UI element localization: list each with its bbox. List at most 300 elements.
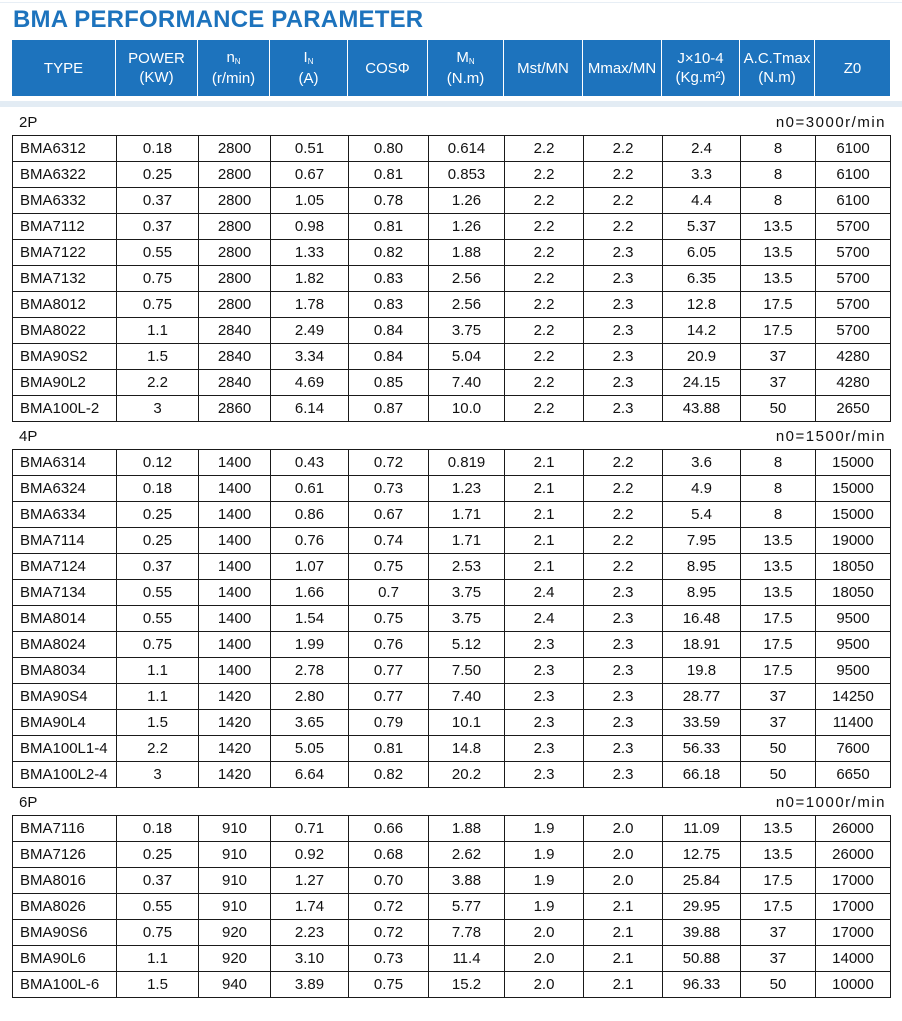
model-type-cell: BMA90L4 [13, 710, 117, 736]
section-label-row [12, 423, 890, 449]
table-cell: 2800 [199, 188, 271, 214]
table-cell: 18.91 [663, 632, 741, 658]
table-cell: 0.68 [349, 842, 429, 868]
table-cell: 0.72 [349, 894, 429, 920]
table-cell: 0.71 [271, 816, 349, 842]
table-cell: 2.3 [584, 762, 663, 788]
table-cell: 2.49 [271, 318, 349, 344]
table-cell: 8.95 [663, 554, 741, 580]
table-cell: 2840 [199, 344, 271, 370]
table-cell: 910 [199, 894, 271, 920]
header-torque [428, 40, 504, 96]
table-cell: 2.56 [429, 292, 505, 318]
table-cell: 0.55 [117, 894, 199, 920]
table-cell: 2.1 [505, 528, 584, 554]
table-cell: 3 [117, 396, 199, 422]
table-cell: 0.80 [349, 136, 429, 162]
table-cell: 1.71 [429, 528, 505, 554]
table-cell: 920 [199, 920, 271, 946]
table-cell: 1.66 [271, 580, 349, 606]
table-cell: 1400 [199, 502, 271, 528]
table-cell: 12.75 [663, 842, 741, 868]
table-cell: 1.82 [271, 266, 349, 292]
table-cell: 1420 [199, 762, 271, 788]
table-cell: 0.18 [117, 816, 199, 842]
table-cell: 0.84 [349, 344, 429, 370]
table-cell: 1.88 [429, 816, 505, 842]
model-type-cell: BMA100L-6 [13, 972, 117, 998]
table-cell: 0.70 [349, 868, 429, 894]
table-cell: 17000 [816, 894, 891, 920]
table-cell: 3.6 [663, 450, 741, 476]
page-title: BMA PERFORMANCE PARAMETER [13, 6, 424, 33]
header-speed [198, 40, 270, 96]
model-type-cell: BMA7114 [13, 528, 117, 554]
header-type [12, 40, 116, 96]
table-cell: 0.7 [349, 580, 429, 606]
table-cell: 2.2 [505, 266, 584, 292]
table-header [12, 40, 890, 96]
table-cell: 0.37 [117, 214, 199, 240]
table-cell: 0.75 [117, 266, 199, 292]
table-cell: 2840 [199, 370, 271, 396]
table-cell: 1420 [199, 684, 271, 710]
table-cell: 2.0 [584, 842, 663, 868]
table-cell: 5.04 [429, 344, 505, 370]
table-cell: 3.88 [429, 868, 505, 894]
table-cell: 3.3 [663, 162, 741, 188]
table-cell: 3.10 [271, 946, 349, 972]
table-cell: 1.26 [429, 188, 505, 214]
table-cell: 2.1 [584, 946, 663, 972]
table-row [13, 554, 891, 580]
table-cell: 11400 [816, 710, 891, 736]
table-cell: 50 [741, 396, 816, 422]
table-cell: 1400 [199, 658, 271, 684]
table-cell: 9500 [816, 658, 891, 684]
table-row [13, 868, 891, 894]
table-cell: 0.25 [117, 502, 199, 528]
table-cell: 0.75 [349, 554, 429, 580]
table-cell: 2.3 [584, 240, 663, 266]
table-cell: 1.78 [271, 292, 349, 318]
table-cell: 2.2 [584, 188, 663, 214]
header-power [116, 40, 198, 96]
table-cell: 56.33 [663, 736, 741, 762]
table-row [13, 214, 891, 240]
table-cell: 3.89 [271, 972, 349, 998]
table-cell: 0.82 [349, 762, 429, 788]
table-cell: 6.35 [663, 266, 741, 292]
table-cell: 39.88 [663, 920, 741, 946]
table-cell: 8 [741, 476, 816, 502]
table-cell: 14.2 [663, 318, 741, 344]
model-type-cell: BMA8022 [13, 318, 117, 344]
table-row [13, 710, 891, 736]
model-type-cell: BMA6334 [13, 502, 117, 528]
table-cell: 2.3 [584, 736, 663, 762]
table-cell: 6.05 [663, 240, 741, 266]
model-type-cell: BMA8024 [13, 632, 117, 658]
table-row [13, 188, 891, 214]
table-cell: 920 [199, 946, 271, 972]
table-cell: 4280 [816, 344, 891, 370]
table-cell: 13.5 [741, 580, 816, 606]
model-type-cell: BMA90L6 [13, 946, 117, 972]
table-row [13, 162, 891, 188]
table-cell: 0.77 [349, 658, 429, 684]
table-cell: 2.3 [584, 684, 663, 710]
table-cell: 2.2 [505, 162, 584, 188]
table-cell: 2.2 [505, 370, 584, 396]
table-cell: 1.9 [505, 842, 584, 868]
header-torque-unit: (N.m) [446, 70, 485, 87]
table-cell: 2.3 [584, 710, 663, 736]
model-type-cell: BMA6332 [13, 188, 117, 214]
table-cell: 2.23 [271, 920, 349, 946]
table-cell: 37 [741, 684, 816, 710]
section-pole-label: 6P [19, 793, 38, 811]
header-act [740, 40, 815, 96]
table-row [13, 502, 891, 528]
table-cell: 0.86 [271, 502, 349, 528]
section-speed-label: n0=1000r/min [775, 793, 886, 811]
table-row [13, 972, 891, 998]
table-row [13, 580, 891, 606]
table-cell: 0.12 [117, 450, 199, 476]
table-cell: 2.2 [505, 240, 584, 266]
table-cell: 37 [741, 344, 816, 370]
table-cell: 15000 [816, 450, 891, 476]
table-cell: 1.74 [271, 894, 349, 920]
table-cell: 19.8 [663, 658, 741, 684]
table-cell: 18050 [816, 580, 891, 606]
header-speed-unit: (r/min) [211, 70, 256, 87]
table-cell: 16.48 [663, 606, 741, 632]
table-cell: 2.2 [505, 214, 584, 240]
table-cell: 2.2 [505, 188, 584, 214]
table-cell: 19000 [816, 528, 891, 554]
header-z0 [815, 40, 890, 96]
table-cell: 2.3 [584, 632, 663, 658]
table-cell: 1.1 [117, 658, 199, 684]
table-row [13, 476, 891, 502]
table-cell: 2.1 [505, 450, 584, 476]
table-row [13, 136, 891, 162]
table-cell: 25.84 [663, 868, 741, 894]
table-cell: 1.9 [505, 816, 584, 842]
header-current-label [304, 48, 314, 69]
header-mst-ratio [504, 40, 583, 96]
table-cell: 0.77 [349, 684, 429, 710]
table-cell: 11.09 [663, 816, 741, 842]
table-cell: 18050 [816, 554, 891, 580]
table-cell: 15.2 [429, 972, 505, 998]
table-cell: 0.37 [117, 188, 199, 214]
table-cell: 2.1 [505, 554, 584, 580]
table-row [13, 894, 891, 920]
table-cell: 2.2 [584, 476, 663, 502]
model-type-cell: BMA7126 [13, 842, 117, 868]
table-cell: 0.78 [349, 188, 429, 214]
table-cell: 2.3 [505, 658, 584, 684]
table-cell: 0.51 [271, 136, 349, 162]
table-cell: 910 [199, 868, 271, 894]
table-cell: 5.37 [663, 214, 741, 240]
table-cell: 0.76 [349, 632, 429, 658]
table-cell: 3.75 [429, 606, 505, 632]
table-cell: 0.18 [117, 136, 199, 162]
header-speed-subscript: N [234, 57, 241, 66]
table-cell: 9500 [816, 606, 891, 632]
table-cell: 0.92 [271, 842, 349, 868]
header-inertia-label: J×10-4 [677, 50, 724, 67]
table-cell: 0.75 [117, 292, 199, 318]
header-torque-subscript: N [468, 57, 475, 66]
table-cell: 1.9 [505, 894, 584, 920]
model-type-cell: BMA6322 [13, 162, 117, 188]
model-type-cell: BMA7122 [13, 240, 117, 266]
section-label-row [12, 109, 890, 135]
table-cell: 2.78 [271, 658, 349, 684]
table-cell: 13.5 [741, 528, 816, 554]
table-cell: 2.2 [117, 736, 199, 762]
section-speed-label: n0=3000r/min [775, 113, 886, 131]
table-cell: 0.73 [349, 476, 429, 502]
table-cell: 2.0 [505, 972, 584, 998]
performance-table [12, 449, 891, 788]
model-type-cell: BMA8026 [13, 894, 117, 920]
table-cell: 17.5 [741, 292, 816, 318]
model-type-cell: BMA8014 [13, 606, 117, 632]
table-cell: 2.3 [584, 266, 663, 292]
table-cell: 0.83 [349, 266, 429, 292]
model-type-cell: BMA100L1-4 [13, 736, 117, 762]
model-type-cell: BMA90S4 [13, 684, 117, 710]
table-cell: 2.1 [584, 894, 663, 920]
table-cell: 1.33 [271, 240, 349, 266]
table-cell: 0.66 [349, 816, 429, 842]
table-cell: 4.69 [271, 370, 349, 396]
table-cell: 0.61 [271, 476, 349, 502]
model-type-cell: BMA7116 [13, 816, 117, 842]
table-cell: 2.1 [584, 920, 663, 946]
table-row [13, 292, 891, 318]
table-cell: 3 [117, 762, 199, 788]
header-current-subscript: N [307, 57, 314, 66]
table-cell: 2.2 [584, 162, 663, 188]
table-cell: 2.2 [505, 292, 584, 318]
table-cell: 2.2 [584, 136, 663, 162]
table-cell: 1420 [199, 736, 271, 762]
table-cell: 2.4 [505, 580, 584, 606]
table-cell: 910 [199, 816, 271, 842]
table-cell: 28.77 [663, 684, 741, 710]
table-cell: 0.72 [349, 920, 429, 946]
header-current-unit: (A) [298, 70, 319, 87]
table-cell: 2.80 [271, 684, 349, 710]
table-cell: 2.2 [505, 396, 584, 422]
table-cell: 1.23 [429, 476, 505, 502]
table-cell: 2800 [199, 162, 271, 188]
table-cell: 2.3 [584, 292, 663, 318]
table-cell: 1400 [199, 554, 271, 580]
table-cell: 1.1 [117, 318, 199, 344]
table-cell: 15000 [816, 476, 891, 502]
table-cell: 2.2 [584, 554, 663, 580]
header-power-unit: (KW) [139, 69, 174, 86]
table-cell: 6.14 [271, 396, 349, 422]
model-type-cell: BMA6312 [13, 136, 117, 162]
table-cell: 17.5 [741, 606, 816, 632]
table-cell: 6100 [816, 188, 891, 214]
model-type-cell: BMA90S2 [13, 344, 117, 370]
performance-table [12, 815, 891, 998]
table-cell: 1.99 [271, 632, 349, 658]
table-cell: 2.0 [584, 816, 663, 842]
model-type-cell: BMA100L2-4 [13, 762, 117, 788]
table-cell: 2.3 [584, 580, 663, 606]
table-cell: 0.98 [271, 214, 349, 240]
table-cell: 43.88 [663, 396, 741, 422]
table-cell: 0.82 [349, 240, 429, 266]
table-cell: 7.78 [429, 920, 505, 946]
table-cell: 2.1 [505, 502, 584, 528]
table-cell: 910 [199, 842, 271, 868]
table-cell: 2.0 [584, 868, 663, 894]
table-cell: 0.81 [349, 736, 429, 762]
table-cell: 2860 [199, 396, 271, 422]
table-cell: 66.18 [663, 762, 741, 788]
model-type-cell: BMA7124 [13, 554, 117, 580]
table-cell: 50 [741, 762, 816, 788]
table-row [13, 344, 891, 370]
table-cell: 2840 [199, 318, 271, 344]
table-cell: 6100 [816, 136, 891, 162]
table-cell: 37 [741, 920, 816, 946]
table-row [13, 946, 891, 972]
table-cell: 5700 [816, 318, 891, 344]
table-cell: 8.95 [663, 580, 741, 606]
table-cell: 1.5 [117, 344, 199, 370]
table-cell: 1.05 [271, 188, 349, 214]
table-cell: 1.26 [429, 214, 505, 240]
table-cell: 2.4 [663, 136, 741, 162]
table-cell: 2.0 [505, 946, 584, 972]
table-cell: 17000 [816, 920, 891, 946]
table-cell: 2800 [199, 214, 271, 240]
table-cell: 0.84 [349, 318, 429, 344]
top-rule [0, 2, 902, 3]
table-cell: 3.75 [429, 318, 505, 344]
table-cell: 17000 [816, 868, 891, 894]
header-torque-symbol: M [456, 49, 469, 66]
table-cell: 2.2 [505, 318, 584, 344]
header-mmax-ratio [583, 40, 662, 96]
performance-table [12, 135, 891, 422]
table-cell: 2.3 [505, 632, 584, 658]
table-cell: 1.5 [117, 972, 199, 998]
section-pole-label: 2P [19, 113, 38, 131]
table-cell: 0.81 [349, 162, 429, 188]
table-cell: 2.2 [117, 370, 199, 396]
table-cell: 0.72 [349, 450, 429, 476]
table-cell: 1.88 [429, 240, 505, 266]
table-cell: 0.76 [271, 528, 349, 554]
header-speed-label [226, 48, 240, 69]
table-cell: 940 [199, 972, 271, 998]
table-cell: 1.27 [271, 868, 349, 894]
table-cell: 2.3 [584, 318, 663, 344]
header-torque-label [456, 48, 474, 69]
table-cell: 17.5 [741, 632, 816, 658]
section-speed-label: n0=1500r/min [775, 427, 886, 445]
section-label-row [12, 789, 890, 815]
header-mst-ratio-label: Mst/MN [517, 59, 569, 77]
table-cell: 8 [741, 502, 816, 528]
table-cell: 2650 [816, 396, 891, 422]
table-cell: 7.50 [429, 658, 505, 684]
table-cell: 6100 [816, 162, 891, 188]
table-cell: 8 [741, 188, 816, 214]
table-row [13, 736, 891, 762]
table-cell: 2800 [199, 240, 271, 266]
table-cell: 2.3 [584, 658, 663, 684]
table-cell: 3.75 [429, 580, 505, 606]
table-cell: 50 [741, 972, 816, 998]
table-cell: 2.3 [505, 684, 584, 710]
section-4p [12, 423, 890, 788]
table-cell: 0.37 [117, 554, 199, 580]
table-cell: 2.1 [584, 972, 663, 998]
model-type-cell: BMA7112 [13, 214, 117, 240]
table-row [13, 684, 891, 710]
table-cell: 2.3 [505, 762, 584, 788]
table-cell: 4.4 [663, 188, 741, 214]
table-cell: 2.0 [505, 920, 584, 946]
table-cell: 7600 [816, 736, 891, 762]
model-type-cell: BMA8012 [13, 292, 117, 318]
model-type-cell: BMA7134 [13, 580, 117, 606]
table-cell: 0.614 [429, 136, 505, 162]
table-cell: 13.5 [741, 240, 816, 266]
table-cell: 29.95 [663, 894, 741, 920]
header-inertia [662, 40, 740, 96]
table-cell: 37 [741, 710, 816, 736]
table-cell: 1400 [199, 528, 271, 554]
table-cell: 7.40 [429, 370, 505, 396]
table-cell: 2.2 [505, 344, 584, 370]
header-divider [0, 101, 902, 107]
table-cell: 13.5 [741, 266, 816, 292]
table-cell: 0.25 [117, 528, 199, 554]
table-cell: 37 [741, 370, 816, 396]
table-cell: 2.2 [584, 214, 663, 240]
table-cell: 0.75 [117, 920, 199, 946]
table-cell: 12.8 [663, 292, 741, 318]
table-cell: 17.5 [741, 868, 816, 894]
table-cell: 1400 [199, 450, 271, 476]
table-cell: 50 [741, 736, 816, 762]
table-cell: 0.25 [117, 842, 199, 868]
table-cell: 6650 [816, 762, 891, 788]
model-type-cell: BMA6324 [13, 476, 117, 502]
table-cell: 37 [741, 946, 816, 972]
header-current-symbol: I [303, 49, 308, 66]
table-cell: 0.67 [271, 162, 349, 188]
table-cell: 10000 [816, 972, 891, 998]
table-cell: 2.2 [584, 450, 663, 476]
